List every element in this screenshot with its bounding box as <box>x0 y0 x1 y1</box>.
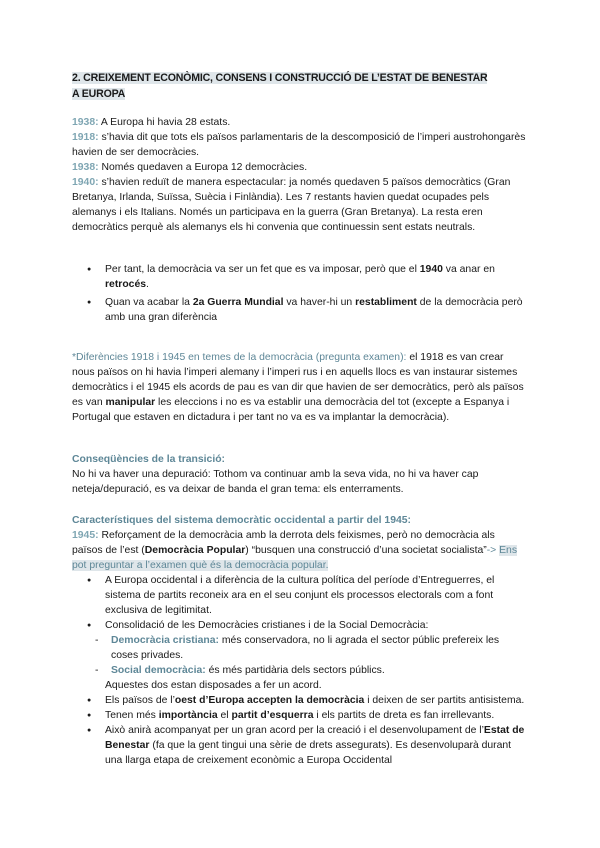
year-text: s’havien reduït de manera espectacular: ja només quedaven 5 països democràtics (Gran Bretanya, Irlanda, Suïssa, Suècia i Finlàndia). Les 7 restants havien quedat ocupades pels alemanys i els Italians. Només un participava en la guerra (Gran Bretanya). La resta eren democràtics perquè als alemanys els hi convenia que continuessin sent estats neutrals. <box>72 177 511 233</box>
year-entry <box>72 130 528 160</box>
year-label: 1940: <box>72 177 99 188</box>
list-item: ● Els països de l’oest d’Europa accepten la democràcia i deixen de ser partits antisistema. <box>72 693 528 708</box>
list-item: ● Tenen més importància el partit d’esquerra i els partits de dreta es fan irrellevants. <box>72 708 528 723</box>
list-continuation: Aquestes dos estan disposades a fer un acord. <box>105 680 322 691</box>
characteristics-intro: 1945: Reforçament de la democràcia amb la derrota dels feixismes, però no democràcia als països de l’est (Democràcia Popular) “busquen una construcció d’una societat socialista”-> Ens pot preguntar a l’examen què és la democràcia popular. <box>72 530 518 571</box>
year-label: 1938: <box>72 162 99 173</box>
differences-paragraph: *Diferències 1918 i 1945 en temes de la democràcia (pregunta examen): el 1918 es van crear nous països on hi havia l’imperi alemany i l’imperi rus i en aquells llocs es van instaurar sistemes democràtics i el 1945 els acords de pau es van dir que havien de ser democràtics, però als països es van manipular les eleccions i no es va establir una democràcia del tot (excepte a Espanya i Portugal que estaven en dictadura i per tant no va es va implantar la democràcia). <box>72 352 524 423</box>
year-text: A Europa hi havia 28 estats. <box>98 117 231 128</box>
consequences-text: No hi va haver una depuració: Tothom va continuar amb la seva vida, no hi va haver cap neteja/depuració, es va deixar de banda el gran tema: els enterraments. <box>72 469 479 495</box>
sub-list-item: - Social democràcia: és més partidària dels sectors públics. <box>72 663 528 678</box>
heading-line-1: 2. CREIXEMENT ECONÒMIC, CONSENS I CONSTRUCCIÓ DE L’ESTAT DE BENESTAR <box>72 72 488 84</box>
bullet-list-1 <box>72 262 528 325</box>
sub-list-item: - Democràcia cristiana: més conservadora, no li agrada el sector públic prefereix les coses privades. <box>72 633 528 663</box>
year-text: Només quedaven a Europa 12 democràcies. <box>98 162 308 173</box>
characteristics-title: Característiques del sistema democràtic occidental a partir del 1945: <box>72 515 411 526</box>
list-item: ● A Europa occidental i a diferència de la cultura política del període d’Entreguerres, el sistema de partits reconeix ara en el seu conjunt els processos electorals com a font exclusiva de legitimitat. <box>72 573 528 618</box>
year-text: s’havia dit que tots els països parlamentaris de la descomposició de l’imperi austrohongarès havien de ser democràcies. <box>72 132 526 158</box>
list-item: ● Quan va acabar la 2a Guerra Mundial va haver-hi un restabliment de la democràcia però amb una gran diferència <box>72 295 528 325</box>
list-item: ● Per tant, la democràcia va ser un fet que es va imposar, però que el 1940 va anar en retrocés. <box>72 262 528 292</box>
year-entry <box>72 160 528 175</box>
year-label: 1938: <box>72 117 99 128</box>
list-item: ● Consolidació de les Democràcies cristianes i de la Social Democràcia: <box>72 618 528 633</box>
section-heading <box>72 70 528 102</box>
year-entry <box>72 115 528 130</box>
characteristics-section <box>72 513 528 768</box>
list-item: ● Això anirà acompanyat per un gran acord per la creació i el desenvolupament de l’Estat de Benestar (fa que la gent tingui una sèrie de drets assegurats). Es desenvoluparà durant una llarga etapa de creixement econòmic a Europa Occidental <box>72 723 528 768</box>
consequences-title: Conseqüències de la transició: <box>72 454 226 465</box>
consequences-section <box>72 452 528 497</box>
heading-line-2: A EUROPA <box>72 88 126 100</box>
year-list <box>72 115 528 235</box>
year-label: 1918: <box>72 132 99 143</box>
differences-label: *Diferències 1918 i 1945 en temes de la democràcia (pregunta examen): <box>72 352 407 363</box>
exam-note: Ens pot preguntar a l’examen què és la democràcia popular. <box>72 545 518 571</box>
year-entry <box>72 175 528 235</box>
